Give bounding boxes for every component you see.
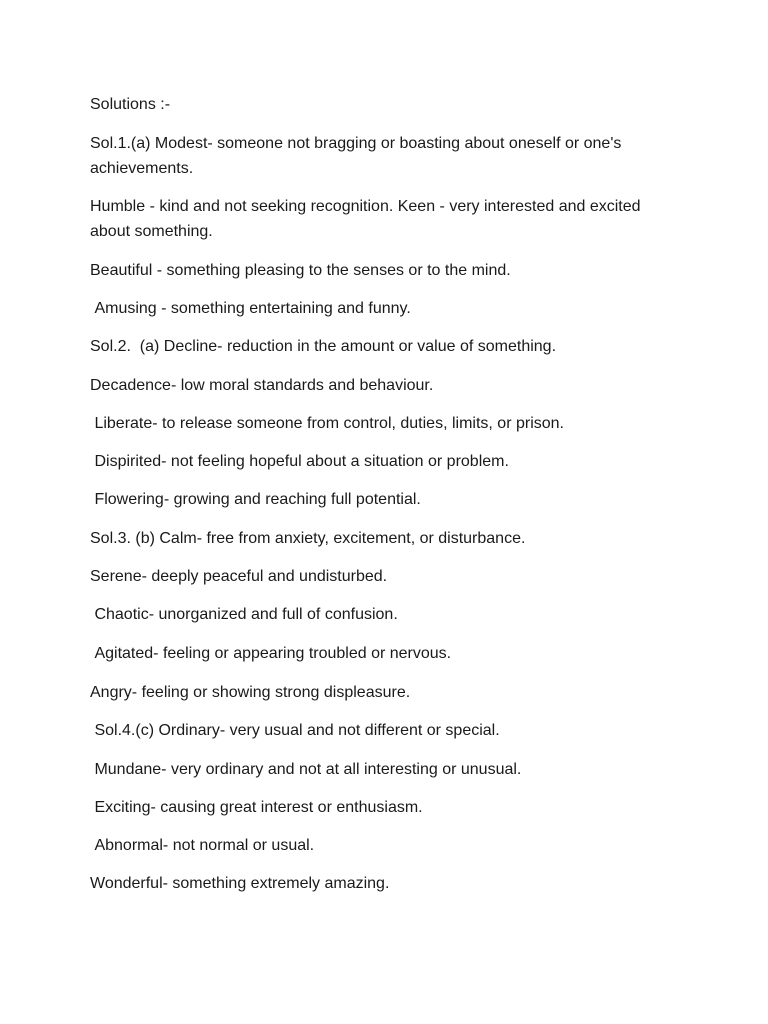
paragraph-chaotic: Chaotic- unorganized and full of confusion. — [90, 606, 398, 623]
paragraph-sol1-modest: Sol.1.(a) Modest- someone not bragging or boasting about oneself or one's achievements. — [90, 135, 626, 177]
paragraph-agitated: Agitated- feeling or appearing troubled or nervous. — [90, 645, 452, 662]
paragraph-liberate: Liberate- to release someone from control, duties, limits, or prison. — [90, 415, 564, 432]
paragraph-serene: Serene- deeply peaceful and undisturbed. — [90, 568, 388, 585]
paragraph-angry: Angry- feeling or showing strong displeasure. — [90, 684, 411, 701]
paragraph-amusing: Amusing - something entertaining and funny. — [90, 300, 411, 317]
paragraph-flowering: Flowering- growing and reaching full potential. — [90, 491, 421, 508]
paragraph-sol4-ordinary: Sol.4.(c) Ordinary- very usual and not different or special. — [90, 722, 500, 739]
paragraph-humble-keen: Humble - kind and not seeking recognition. Keen - very interested and excited about something. — [90, 198, 645, 240]
paragraph-dispirited: Dispirited- not feeling hopeful about a situation or problem. — [90, 453, 509, 470]
paragraph-beautiful: Beautiful - something pleasing to the senses or to the mind. — [90, 262, 511, 279]
paragraph-sol3-calm: Sol.3. (b) Calm- free from anxiety, excitement, or disturbance. — [90, 530, 526, 547]
paragraph-mundane: Mundane- very ordinary and not at all interesting or unusual. — [90, 761, 522, 778]
paragraph-abnormal: Abnormal- not normal or usual. — [90, 837, 315, 854]
paragraph-exciting: Exciting- causing great interest or enthusiasm. — [90, 799, 423, 816]
solutions-heading: Solutions :- — [90, 96, 171, 113]
paragraph-decadence: Decadence- low moral standards and behaviour. — [90, 377, 434, 394]
paragraph-sol2-decline: Sol.2. (a) Decline- reduction in the amount or value of something. — [90, 338, 557, 355]
paragraph-wonderful: Wonderful- something extremely amazing. — [90, 875, 390, 892]
